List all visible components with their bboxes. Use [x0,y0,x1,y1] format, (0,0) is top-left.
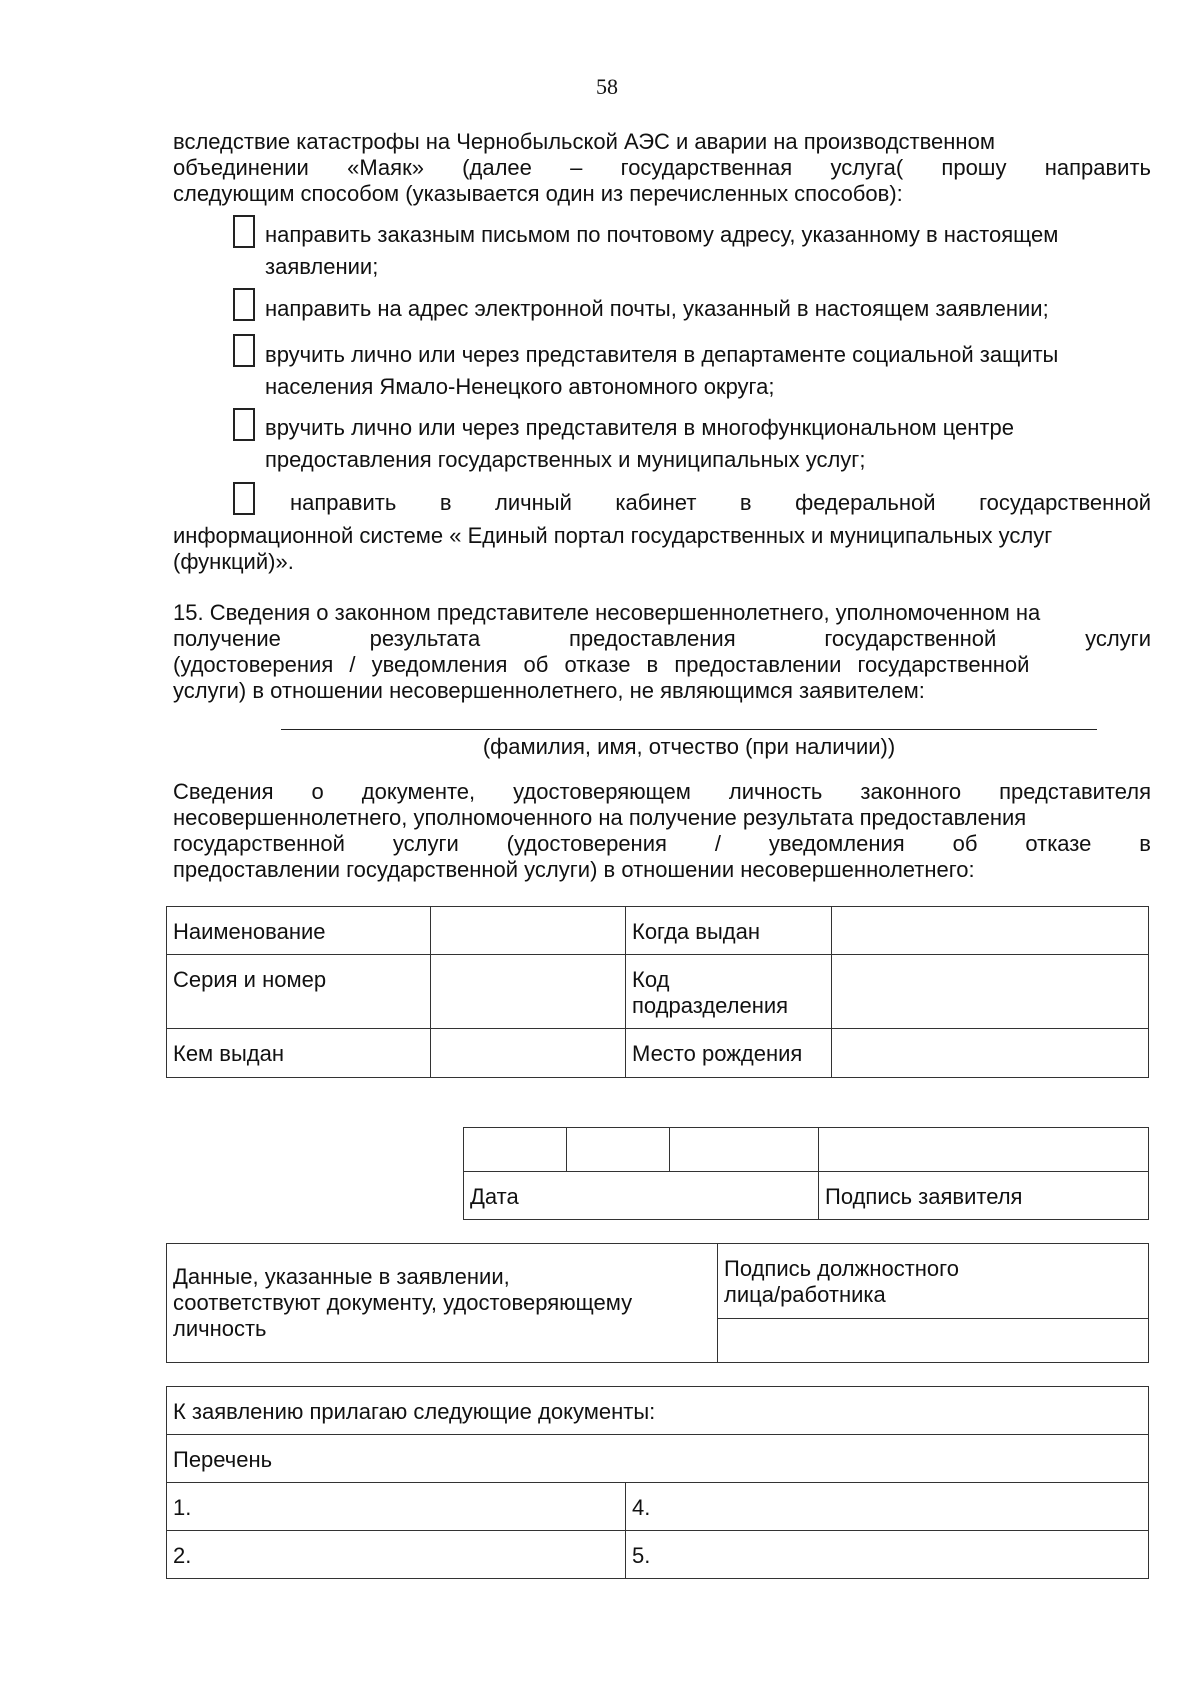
attachments-header: К заявлению прилагаю следующие документы: [167,1387,1149,1435]
option-email [265,296,1049,322]
attachments-list-label: Перечень [167,1435,1149,1483]
official-signature-label-line-2: лица/работника [724,1282,886,1307]
intro-line-2: объединении «Маяк» (далее – государственная услуга( прошу направить [173,155,1151,180]
option-gosuslugi [290,490,1151,516]
doc-code-value[interactable] [832,955,1149,1029]
name-input-line[interactable] [281,729,1097,730]
intro-line-1: вследствие катастрофы на Чернобыльской АЭС и аварии на производственном [173,129,995,154]
name-caption: (фамилия, имя, отчество (при наличии)) [482,734,896,759]
doc-birthplace-label: Место рождения [626,1029,832,1078]
option-label: направить заказным письмом по почтовому адресу, указанному в настоящем [265,222,1059,247]
option-mfc-cont [265,447,865,473]
option-label: направить на адрес электронной почты, указанный в настоящем заявлении; [265,296,1049,321]
option-registered-mail [265,222,1155,248]
doc-info-line-1: Сведения о документе, удостоверяющем личность законного представителя [173,779,1151,804]
doc-name-value[interactable] [431,907,626,955]
option-social-department-cont [265,374,774,400]
option-gosuslugi-cont [173,523,1151,575]
doc-info-line-4: предоставлении государственной услуги) в отношении несовершеннолетнего: [173,857,975,882]
option-label: информационной системе « Единый портал государственных и муниципальных услуг [173,523,1053,548]
doc-code-label [626,955,832,1029]
option-label: заявлении; [265,254,379,279]
option-label: вручить лично или через представителя в многофункциональном центре [265,415,1014,440]
attachment-item-2[interactable]: 2. [167,1531,626,1579]
option-checkbox-social-department[interactable] [233,334,255,367]
section-15-line-3: (удостоверения / уведомления об отказе в предоставлении государственной [173,652,1030,677]
option-mfc [265,415,1014,441]
doc-code-label-line-1: Код [632,967,670,992]
official-signature-label [718,1244,1149,1319]
option-checkbox-email[interactable] [233,288,255,321]
option-label: населения Ямало-Ненецкого автономного округа; [265,374,775,399]
attachments-table [166,1386,1149,1579]
date-month-cell[interactable] [567,1128,670,1172]
document-table [166,906,1149,1078]
section-15-line-4: услуги) в отношении несовершеннолетнего, не являющимся заявителем: [173,678,925,703]
applicant-signature-cell[interactable] [819,1128,1149,1172]
doc-code-label-line-2: подразделения [632,993,789,1018]
option-checkbox-registered-mail[interactable] [233,215,255,248]
doc-issued-when-value[interactable] [832,907,1149,955]
doc-info-line-3: государственной услуги (удостоверения / уведомления об отказе в [173,831,1151,856]
verification-text [167,1244,718,1363]
verification-table [166,1243,1149,1363]
option-label: вручить лично или через представителя в департаменте социальной защиты [265,342,1059,367]
attachment-item-1[interactable]: 1. [167,1483,626,1531]
verification-text-line-2: соответствуют документу, удостоверяющему [173,1290,633,1315]
option-social-department [265,342,1058,368]
applicant-signature-label: Подпись заявителя [819,1172,1149,1220]
doc-info-paragraph [173,779,1151,883]
option-label: предоставления государственных и муниципальных услуг; [265,447,866,472]
doc-birthplace-value[interactable] [832,1029,1149,1078]
doc-name-label: Наименование [167,907,431,955]
attachment-item-5[interactable]: 5. [626,1531,1149,1579]
page-number: 58 [596,74,618,99]
date-day-cell[interactable] [464,1128,567,1172]
option-checkbox-mfc[interactable] [233,408,255,441]
date-label: Дата [464,1172,819,1220]
section-15 [173,600,1151,704]
option-label: направить в личный кабинет в федеральной государственной [290,490,1151,515]
doc-issued-by-value[interactable] [431,1029,626,1078]
section-15-line-2: получение результата предоставления государственной услуги [173,626,1151,651]
option-registered-mail-cont [265,254,378,280]
verification-text-line-3: личность [173,1316,267,1341]
section-15-line-1: 15. Сведения о законном представителе несовершеннолетнего, уполномоченном на [173,600,1041,625]
option-checkbox-gosuslugi[interactable] [233,482,255,515]
option-label: (функций)». [173,549,294,574]
official-signature-label-line-1: Подпись должностного [724,1256,959,1281]
doc-issued-when-label: Когда выдан [626,907,832,955]
intro-line-3: следующим способом (указывается один из перечисленных способов): [173,181,903,206]
date-year-cell[interactable] [670,1128,819,1172]
official-signature-cell[interactable] [718,1319,1149,1363]
doc-issued-by-label: Кем выдан [167,1029,431,1078]
intro-paragraph [173,129,1151,207]
signature-table [463,1127,1149,1220]
doc-info-line-2: несовершеннолетнего, уполномоченного на получение результата предоставления [173,805,1027,830]
doc-series-value[interactable] [431,955,626,1029]
attachment-item-4[interactable]: 4. [626,1483,1149,1531]
verification-text-line-1: Данные, указанные в заявлении, [173,1264,510,1289]
doc-series-label: Серия и номер [167,955,431,1029]
